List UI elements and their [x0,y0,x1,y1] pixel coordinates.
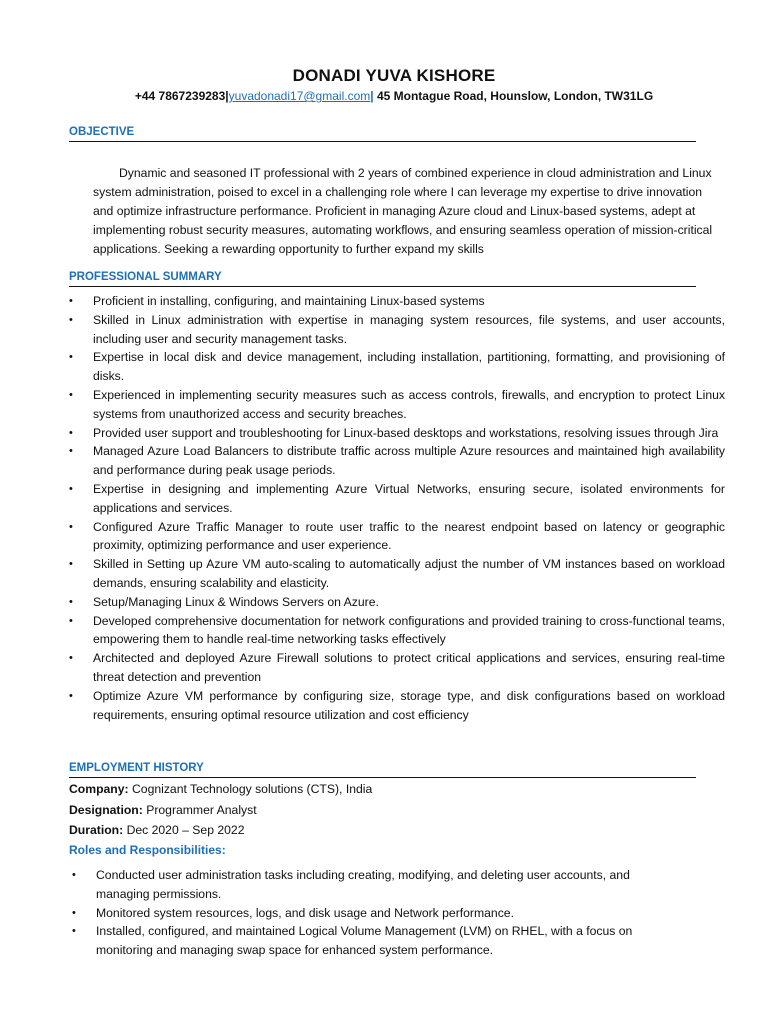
designation-field [69,803,257,817]
objective-paragraph: Dynamic and seasoned IT professional with 2 years of combined experience in cloud administration and Linux system administration, poised to excel in a challenging role where I can leverage my expertise to drive innovation and optimize infrastructure performance. Proficient in managing Azure cloud and Linux-based systems, adept at implementing robust security measures, automating workflows, and ensuring seamless operation of mission-critical applications. Seeking a rewarding opportunity to further expand my skills [93,166,713,256]
duration-label: Duration: [69,823,124,837]
bullet-icon: • [72,869,76,881]
objective-heading: OBJECTIVE [69,126,696,142]
list-item [69,311,725,349]
summary-item-text: Skilled in Setting up Azure VM auto-scaling to automatically adjust the number of VM instances based on workload demands, ensuring scalability and elasticity. [93,557,725,590]
bullet-icon: • [72,925,76,938]
employment-heading: EMPLOYMENT HISTORY [69,762,696,778]
bullet-icon: • [69,426,73,439]
list-item [69,555,725,593]
role-item-text: Monitored system resources, logs, and disk usage and Network performance. [96,905,514,920]
summary-item-text: Provided user support and troubleshooting for Linux-based desktops and workstations, resolving issues through Jira [93,425,719,440]
role-item-text: Installed, configured, and maintained Logical Volume Management (LVM) on RHEL, with a focus on monitoring and managing swap space for enhanced system performance. [96,924,633,958]
summary-item-text: Architected and deployed Azure Firewall solutions to protect critical applications and services, ensuring real-time threat detection and prevention [93,651,725,684]
list-item [69,593,725,612]
list-item [69,348,725,386]
list-item [69,687,725,725]
bullet-icon: • [69,295,73,307]
summary-item-text: Setup/Managing Linux & Windows Servers on Azure. [93,594,379,609]
address: 45 Montague Road, Hounslow, London, TW31LG [376,89,654,103]
bullet-icon: • [69,445,73,458]
bullet-icon: • [69,482,73,495]
list-item [69,518,725,556]
list-item [69,442,725,480]
list-item [69,386,725,424]
summary-item-text: Developed comprehensive documentation for network configurations and provided training to cross-functional teams, empowering them to handle real-time networking tasks effectively [93,613,725,647]
list-item [72,866,682,904]
summary-item-text: Managed Azure Load Balancers to distribute traffic across multiple Azure resources and maintained high availability and performance during peak usage periods. [93,444,725,478]
summary-item-text: Expertise in designing and implementing Azure Virtual Networks, ensuring secure, isolated environments for applications and services. [93,481,725,515]
summary-item-text: Experienced in implementing security measures such as access controls, firewalls, and encryption to protect Linux systems from unauthorized access and security breaches. [93,387,725,421]
bullet-icon: • [69,595,73,608]
list-item [69,612,725,650]
list-item [72,904,682,923]
objective-text [93,164,723,259]
contact-line [0,89,768,103]
bullet-icon: • [69,520,73,533]
bullet-icon: • [69,652,73,665]
list-item [69,424,725,443]
summary-item-text: Expertise in local disk and device management, including installation, partitioning, formatting, and provisioning of disks. [93,350,725,384]
summary-item-text: Optimize Azure VM performance by configuring size, storage type, and disk configurations based on workload requirements, ensuring optimal resource utilization and cost efficiency [93,688,725,722]
bullet-icon: • [72,906,76,919]
bullet-icon: • [69,351,73,364]
summary-item-text: Skilled in Linux administration with expertise in managing system resources, file systems, and user accounts, including user and security management tasks. [93,312,725,346]
contact-separator: | [225,89,229,103]
list-item [69,480,725,518]
contact-separator-2: | [370,89,374,103]
summary-item-text: Proficient in installing, configuring, and maintaining Linux-based systems [93,294,485,308]
roles-list [72,866,682,960]
bullet-icon: • [69,313,73,326]
bullet-icon: • [69,388,73,401]
roles-heading: Roles and Responsibilities: [69,843,226,857]
company-field [69,782,372,796]
bullet-icon: • [69,558,73,571]
bullet-icon: • [69,614,73,627]
summary-list [69,292,725,724]
list-item [69,649,725,687]
designation-label: Designation: [69,803,143,817]
designation-value: Programmer Analyst [146,803,257,817]
duration-value: Dec 2020 – Sep 2022 [126,823,245,837]
candidate-name: DONADI YUVA KISHORE [292,66,496,85]
list-item [69,292,725,311]
company-value: Cognizant Technology solutions (CTS), India [131,782,373,796]
role-item-text: Conducted user administration tasks including creating, modifying, and deleting user accounts, and managing permissions. [96,868,630,901]
summary-heading: PROFESSIONAL SUMMARY [69,271,696,287]
phone-number: +44 7867239283 [134,89,226,103]
company-label: Company: [69,782,129,796]
duration-field [69,823,244,837]
bullet-icon: • [69,689,73,702]
summary-item-text: Configured Azure Traffic Manager to route user traffic to the nearest endpoint based on latency or geographic proximity, optimizing performance and user experience. [93,519,725,553]
email-link[interactable]: yuvadonadi17@gmail.com [228,89,371,103]
list-item [72,922,682,960]
